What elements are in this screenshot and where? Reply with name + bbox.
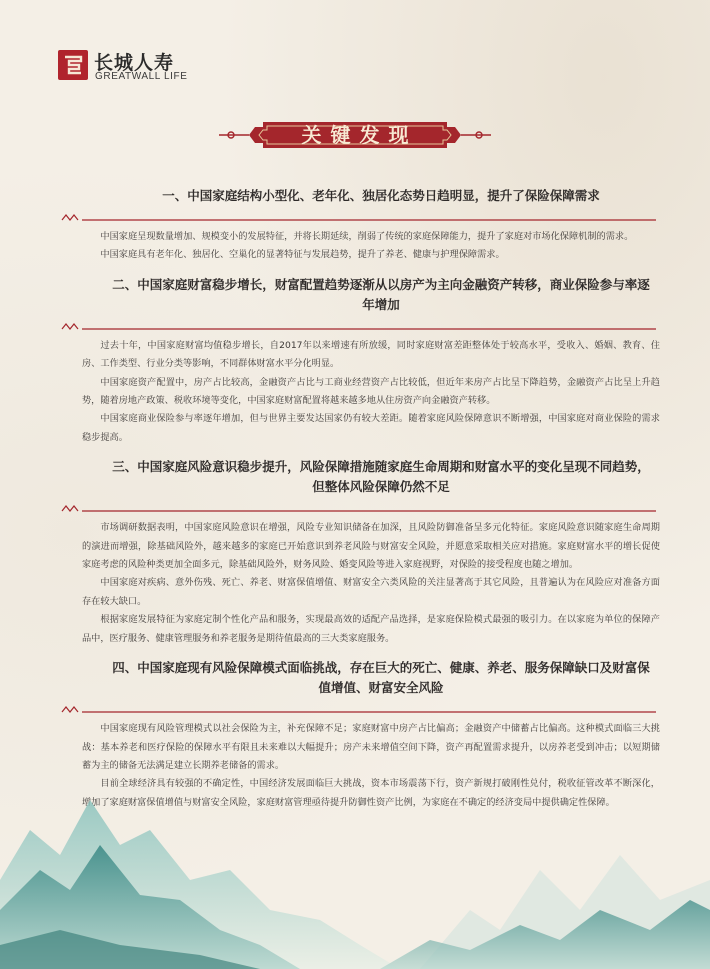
title-banner <box>219 115 491 155</box>
logo-chinese-name: 长城人寿 <box>94 52 175 74</box>
page-title: 关键发现 <box>301 123 418 147</box>
heading-underline <box>60 704 660 714</box>
section-heading: 四、中国家庭现有风险保障模式面临挑战，存在巨大的死亡、健康、养老、服务保障缺口及财富保值增值、财富安全风险 <box>112 660 650 696</box>
section-heading: 二、中国家庭财富稳步增长，财富配置趋势逐渐从以房产为主向金融资产转移，商业保险参与率逐年增加 <box>112 276 650 312</box>
paragraph: 目前全球经济具有较强的不确定性，中国经济发展面临巨大挑战，资本市场震荡下行，资产新规打破刚性兑付，税收征管改革不断深化，增加了家庭财富保值增值与财富安全风险，家庭财富管理亟待提升防御性资产比例，为家庭在不确定的经济变局中提供确定性保障。 <box>82 778 660 808</box>
paragraph: 中国家庭资产配置中，房产占比较高，金融资产占比与工商业经营资产占比较低，但近年来房产占比呈下降趋势，金融资产占比呈上升趋势，随着房地产政策、税收环境等变化，中国家庭财富配置将越来越多地从住房资产向金融资产转移。 <box>82 376 660 407</box>
heading-underline <box>60 503 660 513</box>
mountain-landscape-illustration <box>0 760 710 969</box>
section-heading: 三、中国家庭风险意识稳步提升，风险保障措施随家庭生命周期和财富水平的变化呈现不同趋势，但整体风险保障仍然不足 <box>112 459 650 495</box>
paragraph: 中国家庭商业保险参与率逐年增加，但与世界主要发达国家仍有较大差距。随着家庭风险保障意识不断增强，中国家庭对商业保险的需求稳步提高。 <box>82 413 660 443</box>
paragraph: 中国家庭具有老年化、独居化、空巢化的显著特征与发展趋势，提升了养老、健康与护理保障需求。 <box>100 249 505 261</box>
paragraph: 中国家庭现有风险管理模式以社会保险为主，补充保障不足；家庭财富中房产占比偏高；金融资产中储蓄占比偏高。这种模式面临三大挑战：基本养老和医疗保险的保障水平有限且未来难以大幅提升；房产未来增值空间下降，资产再配置需求提升，以房养老受到冲击；以短期储蓄为主的储备无法满足建立长期养老储备的需求。 <box>82 723 660 771</box>
heading-underline <box>60 321 660 331</box>
paragraph: 根据家庭发展特征为家庭定制个性化产品和服务，实现最高效的适配产品选择，是家庭保险模式最强的吸引力。在以家庭为单位的保障产品中，医疗服务、健康管理服务和养老服务是期待值最高的三大类家庭服务。 <box>82 614 660 644</box>
paragraph: 中国家庭对疾病、意外伤残、死亡、养老、财富保值增值、财富安全六类风险的关注显著高于其它风险，且普遍认为在风险应对准备方面存在较大缺口。 <box>82 577 660 607</box>
heading-underline <box>60 212 660 222</box>
logo-english-name: GREATWALL LIFE <box>95 71 188 82</box>
finding-section-1 <box>82 186 660 265</box>
findings-content <box>82 186 660 812</box>
finding-section-2 <box>82 275 660 447</box>
logo-emblem-icon <box>58 50 88 80</box>
paragraph: 过去十年，中国家庭财富均值稳步增长，自2017年以来增速有所放缓，同时家庭财富差距整体处于较高水平，受收入、婚姻、教育、住房、工作类型、行业分类等影响，不同群体财富水平分化明显。 <box>82 339 660 370</box>
section-heading: 一、中国家庭结构小型化、老年化、独居化态势日趋明显，提升了保险保障需求 <box>162 188 600 203</box>
paragraph: 中国家庭呈现数量增加、规模变小的发展特征，并将长期延续，削弱了传统的家庭保障能力，提升了家庭对市场化保障机制的需求。 <box>100 231 634 242</box>
finding-section-3 <box>82 457 660 648</box>
paragraph: 市场调研数据表明，中国家庭风险意识在增强，风险专业知识储备在加深，且风险防御准备呈多元化特征。家庭风险意识随家庭生命周期的演进而增强，除基础风险外，越来越多的家庭已开始意识到养老风险与财富安全风险，并愿意采取相关应对措施。家庭财富水平的增长促使家庭考虑的风险种类更加全面多元，除基础风险外，财务风险、婚变风险等进入家庭视野，对保险的接受程度也随之增加。 <box>82 522 660 571</box>
